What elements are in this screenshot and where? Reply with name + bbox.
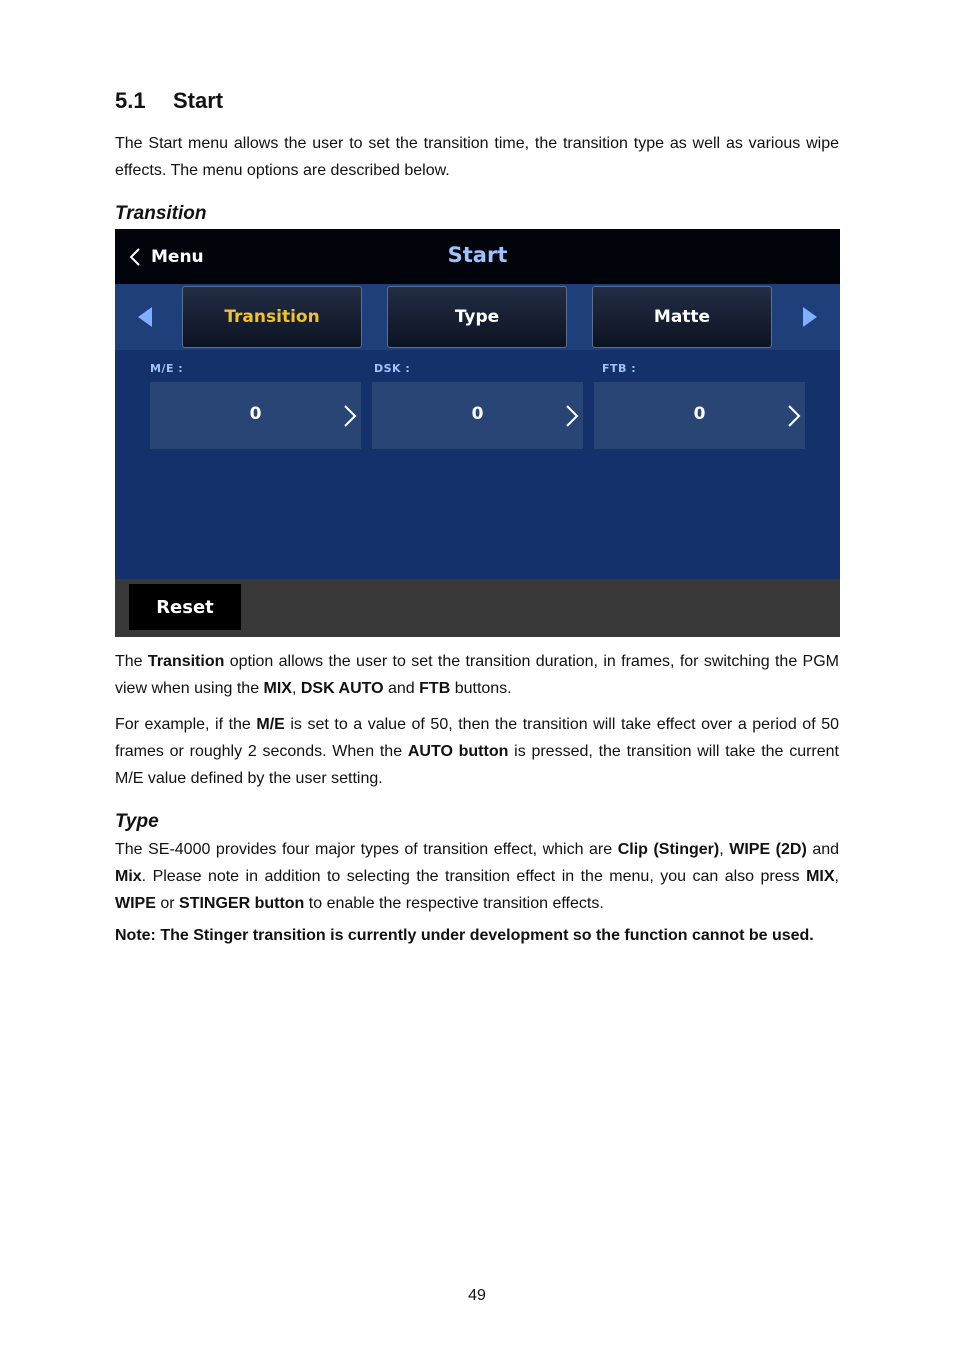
back-label: Menu <box>151 247 204 267</box>
me-label: M/E : <box>150 362 184 375</box>
stinger-note: Note: The Stinger transition is currently under development so the function cannot be used. <box>115 927 814 944</box>
me-value: 0 <box>249 404 262 424</box>
dsk-value-field[interactable] <box>372 382 583 449</box>
triangle-right-icon <box>801 307 817 327</box>
tab-matte[interactable]: Matte <box>592 286 772 348</box>
menu-top-bar <box>115 229 840 284</box>
tab-bar <box>115 284 840 350</box>
chevron-right-icon <box>343 404 357 428</box>
ftb-value: 0 <box>693 404 706 424</box>
tab-type[interactable]: Type <box>387 286 567 348</box>
transition-description: The Transition option allows the user to set the transition duration, in frames, for switching the PGM view when using the MIX, DSK AUTO and FTB buttons. <box>115 653 840 697</box>
tab-scroll-right-button[interactable] <box>778 284 840 350</box>
intro-paragraph: The Start menu allows the user to set the transition time, the transition type as well as various wipe effects. The menu options are described below. <box>115 135 839 179</box>
subheading-type: Type <box>115 811 159 832</box>
tab-scroll-left-button[interactable] <box>115 284 177 350</box>
me-value-field[interactable] <box>150 382 361 449</box>
dsk-label: DSK : <box>374 362 411 375</box>
screen-title: Start <box>447 243 508 267</box>
type-description: The SE-4000 provides four major types of transition effect, which are Clip (Stinger), WIPE (2D) and Mix. Please note in addition to selecting the transition effect in the menu, you can also press MIX, WIPE or STINGER button to enable the respective transition effects. <box>115 841 840 912</box>
chevron-right-icon <box>565 404 579 428</box>
subheading-transition: Transition <box>115 203 207 224</box>
start-menu-screenshot <box>115 229 840 637</box>
chevron-right-icon <box>787 404 801 428</box>
transition-example: For example, if the M/E is set to a value of 50, then the transition will take effect over a period of 50 frames or roughly 2 seconds. When the AUTO button is pressed, the transition will take the current M/E value defined by the user setting. <box>115 716 839 787</box>
ftb-label: FTB : <box>602 362 637 375</box>
section-title: Start <box>173 88 224 113</box>
section-heading <box>115 88 223 114</box>
dsk-value: 0 <box>471 404 484 424</box>
section-number: 5.1 <box>115 88 146 113</box>
tab-transition[interactable]: Transition <box>182 286 362 348</box>
reset-button[interactable]: Reset <box>129 584 241 630</box>
triangle-left-icon <box>138 307 154 327</box>
menu-footer <box>115 579 840 637</box>
ftb-value-field[interactable] <box>594 382 805 449</box>
page-number: 49 <box>468 1287 486 1304</box>
